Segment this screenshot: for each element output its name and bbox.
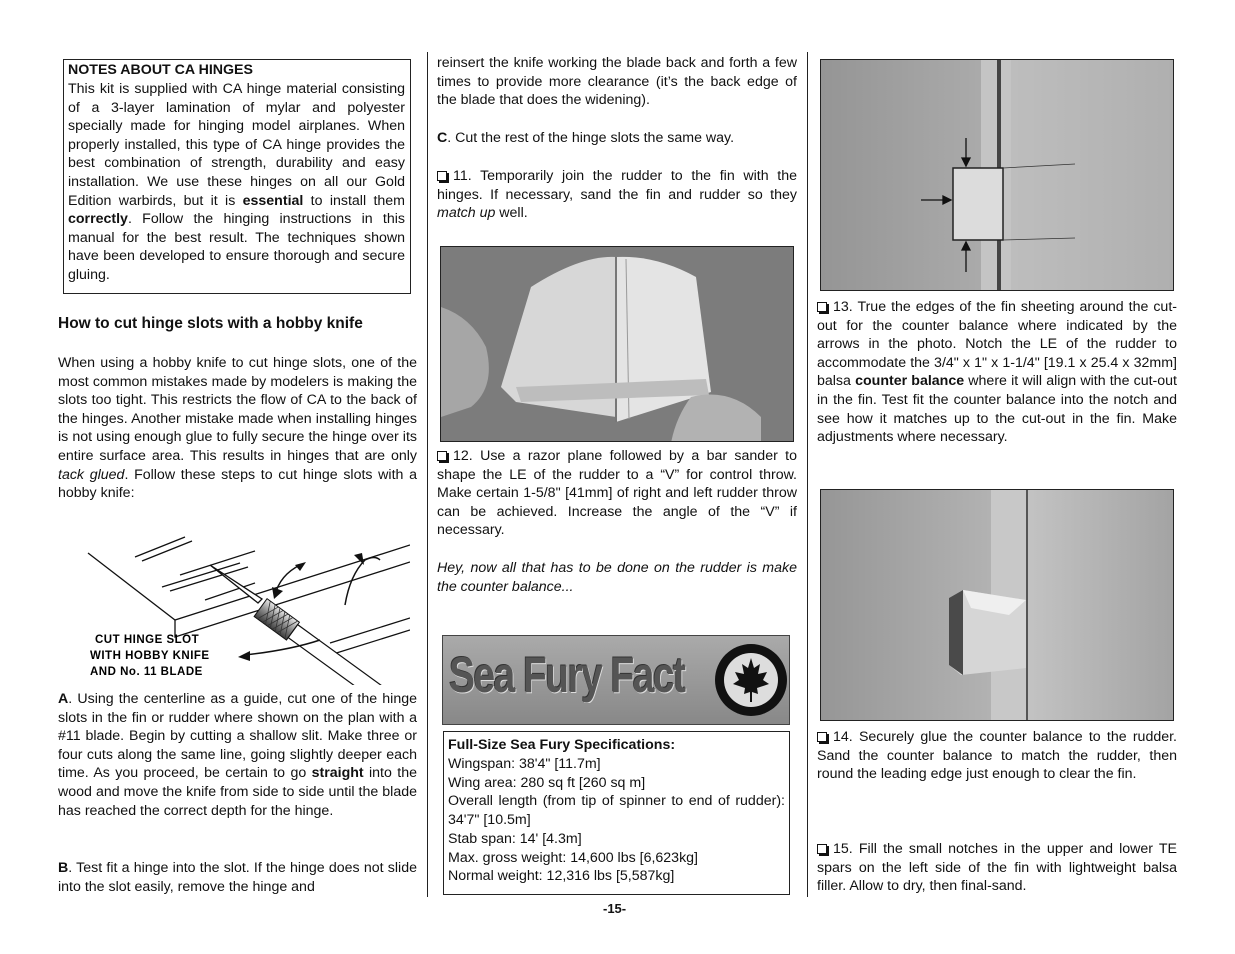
checkbox-icon[interactable] <box>817 302 827 312</box>
spec-wingspan: Wingspan: 38'4" [11.7m] <box>448 756 601 772</box>
counter-balance-photo <box>820 489 1174 721</box>
spec-overall-length: Overall length (from tip of spinner to end of rudder): 34'7" [10.5m] <box>448 793 785 828</box>
step-a-paragraph: A. Using the centerline as a guide, cut one of the hinge slots in the fin or rudder where shown on the plan with a #11 blade. Begin by cutting a shallow slit. Make three or four cuts along the same line, going slightly deeper each time. As you proceed, be certain to go straight into the wood and move the knife from side to side until the blade has reached the correct depth for the hinge. <box>58 691 417 819</box>
section-heading: How to cut hinge slots with a hobby knife <box>58 315 363 332</box>
spec-normal-weight: Normal weight: 12,316 lbs [5,587kg] <box>448 868 675 884</box>
spec-max-gross-weight: Max. gross weight: 14,600 lbs [6,623kg] <box>448 850 698 866</box>
checkbox-icon[interactable] <box>437 171 447 181</box>
step-15-paragraph: 15. Fill the small notches in the upper and lower TE spars on the left side of the fin with lightweight balsa filler. Allow to dry, then final-sand. <box>817 841 1177 895</box>
step-12-note: Hey, now all that has to be done on the rudder is make the counter balance... <box>437 560 797 595</box>
spec-stab-span: Stab span: 14' [4.3m] <box>448 831 582 847</box>
sea-fury-fact-banner <box>442 635 790 725</box>
maple-leaf-roundel-icon <box>713 642 789 718</box>
intro-paragraph: When using a hobby knife to cut hinge slots, one of the most common mistakes made by modelers is making the slots too tight. This restricts the flow of CA to the back of the hinges. Another mistake made when installing hinges is not using enough glue to fully secure the hinge over its entire surface area. This results in hinges that are only tack glued. Follow these steps to cut hinge slots with a hobby knife: <box>58 355 417 502</box>
checkbox-icon[interactable] <box>817 844 827 854</box>
step-b-continued: reinsert the knife working the blade back and forth a few times to provide more clearance (it’s the back edge of the blade that does the widening). <box>437 55 797 109</box>
figure-caption-line-2: WITH HOBBY KNIFE <box>90 650 210 662</box>
step-14-paragraph: 14. Securely glue the counter balance to the rudder. Sand the counter balance to match the rudder, then round the leading edge just enough to clear the fin. <box>817 729 1177 783</box>
step-11-paragraph: 11. Temporarily join the rudder to the fin with the hinges. If necessary, sand the fin and rudder so they match up well. <box>437 168 797 222</box>
step-12-paragraph: 12. Use a razor plane followed by a bar sander to shape the LE of the rudder to a “V” for control throw. Make certain 1-5/8" [41mm] of right and left rudder throw can be achieved. Increase the angle of the “V” if necessary. <box>437 448 797 539</box>
spec-wing-area: Wing area: 280 sq ft [260 sq m] <box>448 775 646 791</box>
step-c-paragraph: C. Cut the rest of the hinge slots the same way. <box>437 130 735 146</box>
ca-hinges-note-title: NOTES ABOUT CA HINGES <box>68 62 253 78</box>
page-number: -15- <box>603 901 627 916</box>
figure-caption-line-3: AND No. 11 BLADE <box>90 666 203 678</box>
column-divider-2 <box>807 52 808 897</box>
specs-title: Full-Size Sea Fury Specifications: <box>448 737 676 753</box>
ca-hinges-note-text: This kit is supplied with CA hinge material consisting of a 3-layer lamination of mylar and polyester specially made for hinging model airplanes. When properly installed, this type of CA hinge provides the best combination of strength, durability and easy installation. We use these hinges on all our Gold Edition warbirds, but it is essential to install them correctly. Follow the hinging instructions in this manual for the best result. The techniques shown have been developed to ensure thorough and secure gluing. <box>68 81 405 283</box>
hobby-knife-figure <box>80 525 410 685</box>
banner-title: Sea Fury Fact <box>449 647 685 703</box>
rudder-fin-photo <box>440 246 794 442</box>
fin-cutout-photo <box>820 59 1174 291</box>
checkbox-icon[interactable] <box>817 732 827 742</box>
checkbox-icon[interactable] <box>437 451 447 461</box>
figure-caption-line-1: CUT HINGE SLOT <box>95 634 200 646</box>
step-13-paragraph: 13. True the edges of the fin sheeting around the cut-out for the counter balance where indicated by the arrows in the photo. Notch the LE of the rudder to accommodate the 3/4" x 1" x 1-1/4" [19.1 x 25.4 x 32mm] balsa counter balance where it will align with the cut-out in the fin. Test fit the counter balance into the notch and see how it matches up to the cut-out in the fin. Make adjustments where necessary. <box>817 299 1177 446</box>
step-b-paragraph: B. Test fit a hinge into the slot. If the hinge does not slide into the slot easily, remove the hinge and <box>58 860 417 895</box>
column-divider-1 <box>427 52 428 897</box>
